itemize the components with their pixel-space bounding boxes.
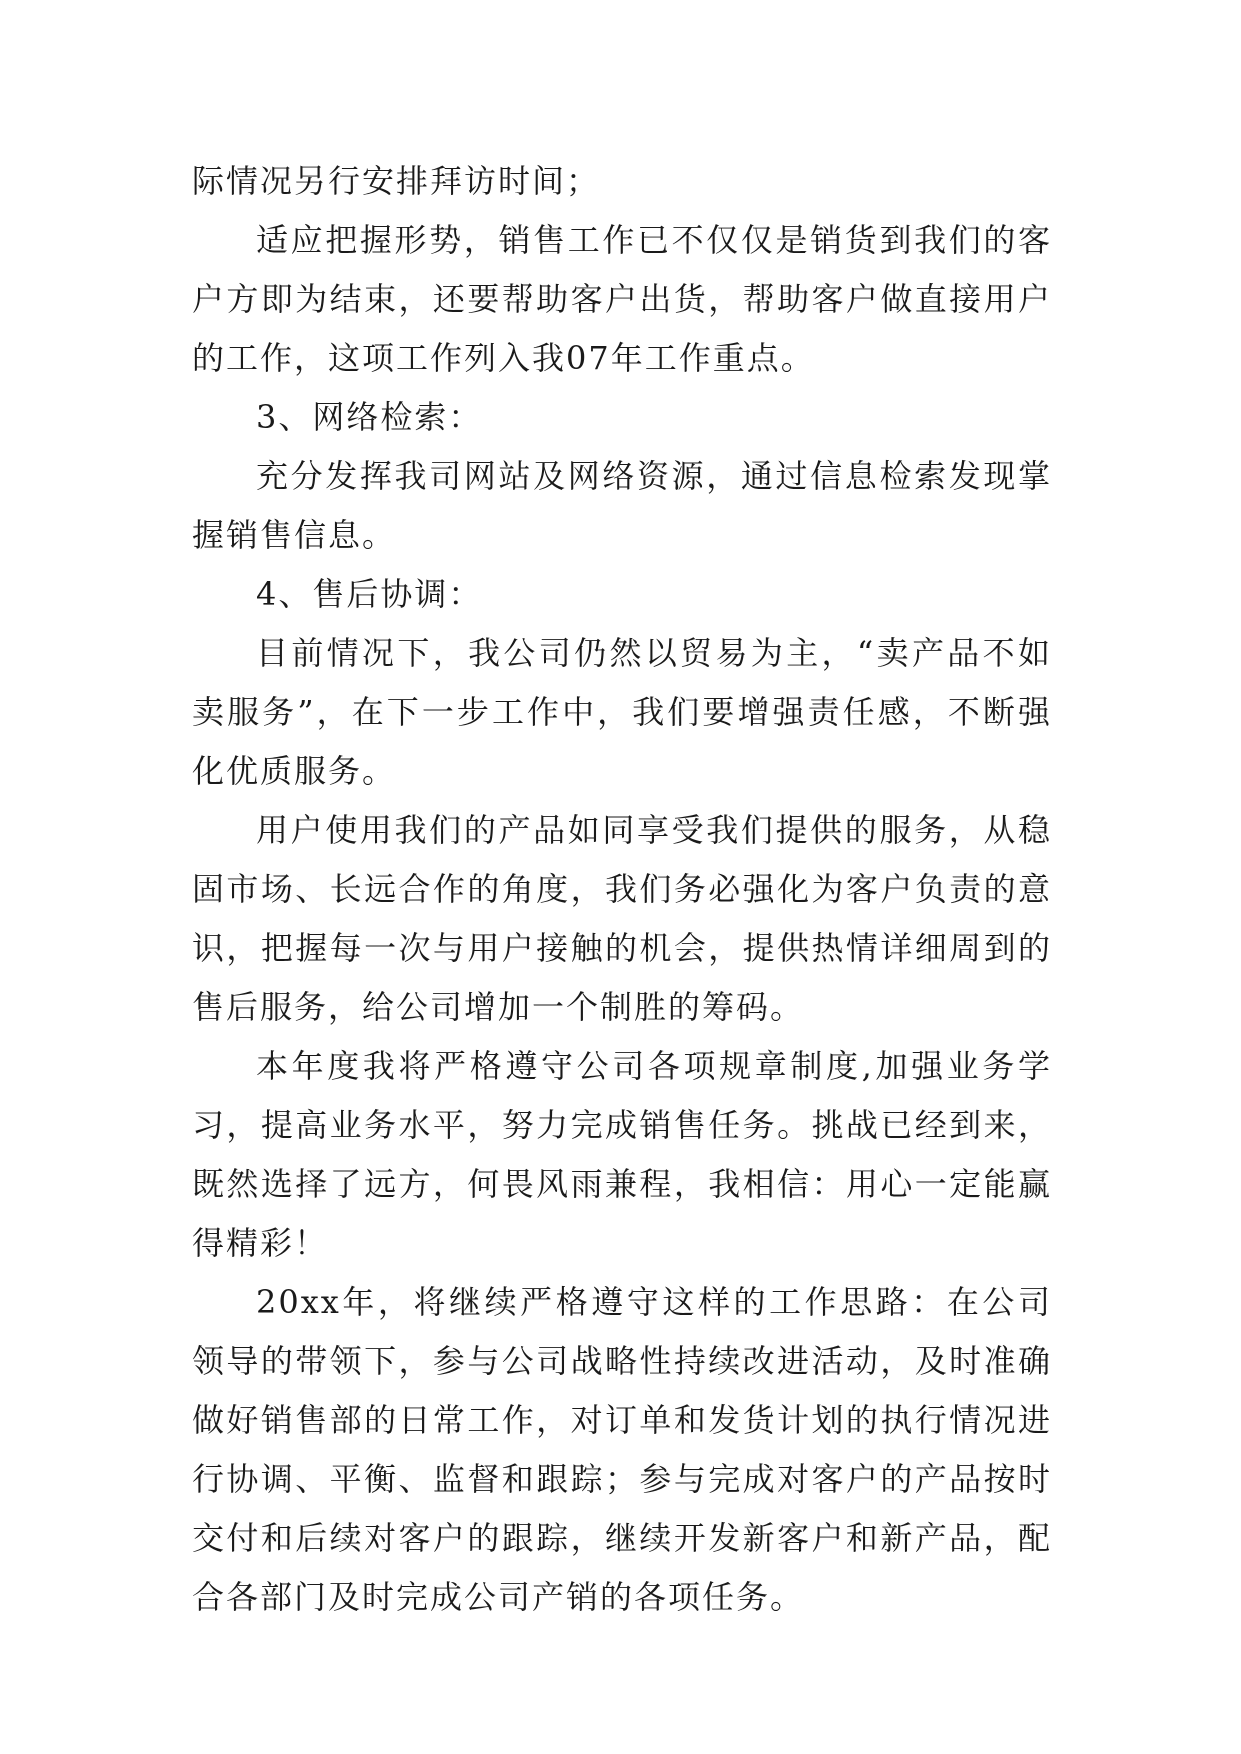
paragraph-after-sales: 目前情况下，我公司仍然以贸易为主，“卖产品不如卖服务”，在下一步工作中，我们要增强责任感，不断强化优质服务。 [192,634,1052,790]
heading-after-sales: 4、售后协调： [256,575,483,613]
paragraph-network-search: 充分发挥我司网站及网络资源，通过信息检索发现掌握销售信息。 [192,457,1052,554]
paragraph-continuation: 际情况另行安排拜访时间； [192,162,601,200]
paragraph-market-adaptation: 适应把握形势，销售工作已不仅仅是销货到我们的客户方即为结束，还要帮助客户出货，帮助客户做直接用户的工作，这项工作列入我07年工作重点。 [192,221,1052,377]
heading-network-search: 3、网络检索： [256,398,483,436]
document-body [192,152,1052,1627]
paragraph-work-plan: 20xx年，将继续严格遵守这样的工作思路：在公司领导的带领下，参与公司战略性持续改进活动，及时准确做好销售部的日常工作，对订单和发货计划的执行情况进行协调、平衡、监督和跟踪；参与完成对客户的产品按时交付和后续对客户的跟踪，继续开发新客户和新产品，配合各部门及时完成公司产销的各项任务。 [192,1283,1052,1616]
paragraph-annual-goal: 本年度我将严格遵守公司各项规章制度,加强业务学习，提高业务水平，努力完成销售任务。挑战已经到来，既然选择了远方，何畏风雨兼程，我相信：用心一定能赢得精彩！ [192,1047,1052,1262]
paragraph-customer-service: 用户使用我们的产品如同享受我们提供的服务，从稳固市场、长远合作的角度，我们务必强化为客户负责的意识，把握每一次与用户接触的机会，提供热情详细周到的售后服务，给公司增加一个制胜的筹码。 [192,811,1052,1026]
